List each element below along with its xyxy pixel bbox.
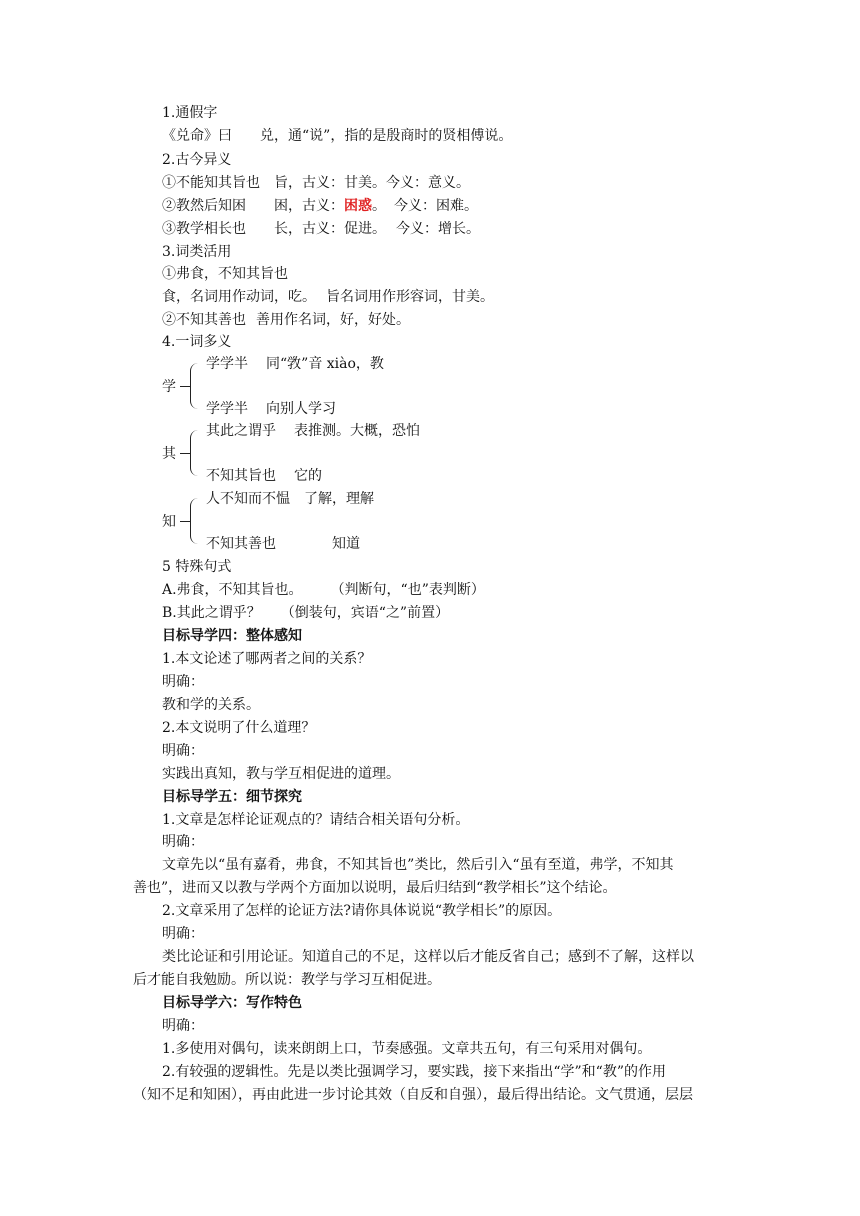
text-span: 不知其善也 bbox=[206, 536, 276, 552]
text-span: 。 bbox=[372, 198, 386, 214]
brace-icon bbox=[190, 430, 207, 476]
answer-label: 明确： bbox=[162, 743, 204, 759]
answer-label: 明确： bbox=[162, 674, 204, 690]
answer-label: 明确： bbox=[162, 1018, 204, 1034]
brace-icon bbox=[190, 498, 207, 544]
answer-text: 实践出真知，教与学互相促进的道理。 bbox=[162, 766, 400, 782]
section-title-s4: 目标导学四：整体感知 bbox=[162, 628, 302, 644]
highlight-text: 困惑 bbox=[344, 198, 372, 214]
text-span: 困，古义： bbox=[274, 198, 344, 214]
question-text: 2.本文说明了什么道理？ bbox=[162, 720, 316, 736]
text-span: 了解，理解 bbox=[304, 491, 374, 507]
text-span: ①不能知其旨也 bbox=[162, 175, 260, 191]
text-span: （判断句，“也”表判断） bbox=[330, 582, 485, 598]
text-span: B.其此之谓乎？ bbox=[162, 605, 261, 621]
polysemy-char: 知 bbox=[162, 514, 176, 530]
text-span: 学学半 bbox=[206, 356, 248, 372]
paragraph-line: （知不足和知困），再由此进一步讨论其效（自反和自强），最后得出结论。文气贯通，层层 bbox=[133, 1087, 693, 1103]
brace-icon bbox=[180, 521, 190, 522]
question-text: 2.文章采用了怎样的论证方法?请你具体说说“教学相长”的原因。 bbox=[162, 903, 562, 919]
section-title-s5: 目标导学五：细节探究 bbox=[162, 789, 302, 805]
text-span: 旨，古义：甘美。今义：意义。 bbox=[274, 175, 470, 191]
cilei-line bbox=[162, 310, 410, 330]
text-span: 旨名词用作形容词，甘美。 bbox=[326, 289, 494, 305]
tongjiazi-line bbox=[162, 126, 512, 146]
text-span: 兑，通“说”，指的是殷商时的贤相傅说。 bbox=[260, 128, 513, 144]
text-span: 今义：困难。 bbox=[394, 198, 478, 214]
teshu-line bbox=[162, 603, 449, 623]
paragraph-line: 1.多使用对偶句，读来朗朗上口，节奏感强。文章共五句，有三句采用对偶句。 bbox=[162, 1041, 652, 1057]
paragraph-line: 后才能自我勉励。所以说：教学与学习互相促进。 bbox=[133, 972, 441, 988]
polysemy-entry bbox=[206, 489, 374, 509]
answer-label: 明确： bbox=[162, 926, 204, 942]
gujin-row bbox=[162, 196, 478, 216]
gujin-row bbox=[162, 173, 470, 193]
section-heading-yici: 4.一词多义 bbox=[162, 334, 232, 350]
text-span: 不知其旨也 bbox=[206, 468, 276, 484]
text-span: 今义：增长。 bbox=[396, 221, 480, 237]
text-span: ②教然后知困 bbox=[162, 198, 246, 214]
paragraph-line: 文章先以“虽有嘉肴，弗食，不知其旨也”类比，然后引入“虽有至道，弗学，不知其 bbox=[162, 857, 674, 873]
polysemy-entry bbox=[206, 354, 384, 374]
text-span: 它的 bbox=[294, 468, 322, 484]
brace-icon bbox=[180, 386, 190, 387]
text-span: ③教学相长也 bbox=[162, 221, 246, 237]
paragraph-line: 2.有较强的逻辑性。先是以类比强调学习，要实践，接下来指出“学”和“教”的作用 bbox=[162, 1064, 666, 1080]
text-span: 其此之谓乎 bbox=[206, 423, 276, 439]
section-heading-gujin: 2.古今异义 bbox=[162, 152, 232, 168]
text-span: A.弗食，不知其旨也。 bbox=[162, 582, 303, 598]
polysemy-entry bbox=[206, 466, 322, 486]
paragraph-line: 善也”，进而又以教与学两个方面加以说明，最后归结到“教学相长”这个结论。 bbox=[133, 880, 617, 896]
brace-icon bbox=[180, 453, 190, 454]
section-heading-cilei: 3.词类活用 bbox=[162, 244, 232, 260]
brace-icon bbox=[190, 363, 207, 409]
text-span: 知道 bbox=[332, 536, 360, 552]
text-span: 人不知而不愠 bbox=[206, 491, 290, 507]
section-heading-teshu: 5 特殊句式 bbox=[162, 559, 232, 575]
text-span: 表推测。大概，恐怕 bbox=[294, 423, 420, 439]
section-heading-tongjiazi: 1.通假字 bbox=[162, 105, 218, 121]
polysemy-entry bbox=[206, 421, 420, 441]
cilei-line: ①弗食，不知其旨也 bbox=[162, 266, 288, 282]
question-text: 1.本文论述了哪两者之间的关系？ bbox=[162, 651, 372, 667]
paragraph-line: 类比论证和引用论证。知道自己的不足，这样以后才能反省自己；感到不了解，这样以 bbox=[162, 949, 694, 965]
text-span: 学学半 bbox=[206, 401, 248, 417]
answer-label: 明确： bbox=[162, 834, 204, 850]
polysemy-entry bbox=[206, 399, 336, 419]
text-span: 善用作名词，好，好处。 bbox=[256, 312, 410, 328]
polysemy-entry bbox=[206, 534, 360, 554]
text-span: 向别人学习 bbox=[266, 401, 336, 417]
gujin-row bbox=[162, 219, 480, 239]
text-span: 同“敩”音 xiào，教 bbox=[266, 356, 384, 372]
polysemy-char: 学 bbox=[162, 379, 176, 395]
text-span: （倒装句，宾语“之”前置） bbox=[280, 605, 450, 621]
teshu-line bbox=[162, 580, 485, 600]
text-span: 长，古义：促进。 bbox=[274, 221, 386, 237]
section-title-s6: 目标导学六：写作特色 bbox=[162, 995, 302, 1011]
polysemy-char: 其 bbox=[162, 446, 176, 462]
question-text: 1.文章是怎样论证观点的？请结合相关语句分析。 bbox=[162, 812, 470, 828]
text-span: 《兑命》曰 bbox=[162, 128, 232, 144]
text-span: ②不知其善也 bbox=[162, 312, 246, 328]
cilei-line bbox=[162, 287, 494, 307]
text-span: 食，名词用作动词，吃。 bbox=[162, 289, 316, 305]
answer-text: 教和学的关系。 bbox=[162, 697, 260, 713]
